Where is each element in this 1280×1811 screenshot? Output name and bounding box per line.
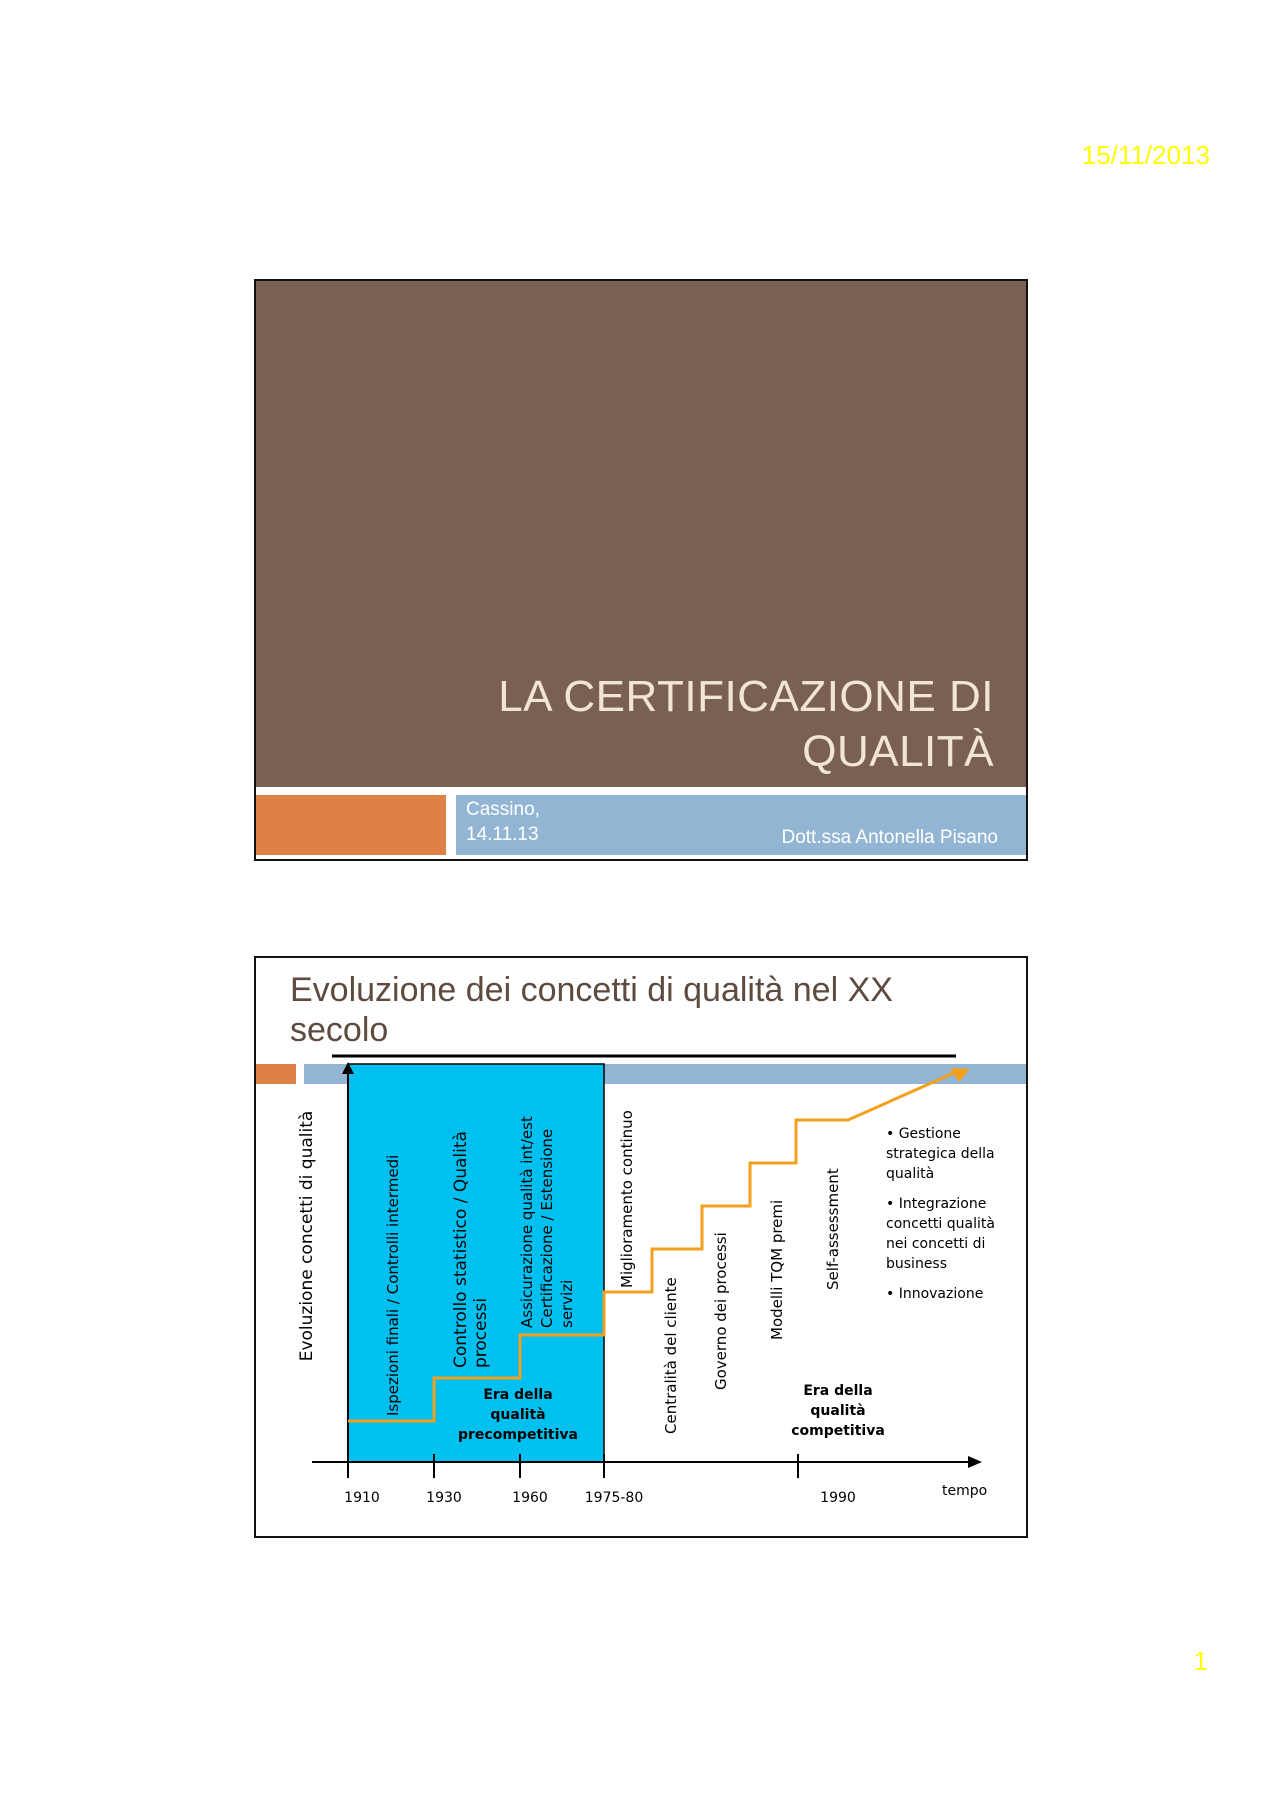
bullet-text: qualità — [886, 1166, 935, 1182]
step-label: Controllo statistico / Qualità — [451, 1131, 471, 1368]
x-tick-label: 1930 — [426, 1490, 462, 1506]
x-tick-label: 1960 — [512, 1490, 548, 1506]
page-number: 1 — [1193, 1646, 1208, 1676]
header-date: 15/11/2013 — [1081, 140, 1210, 170]
slide-title-line-2: QUALITÀ — [802, 727, 994, 776]
bullet-text: • Gestione — [886, 1126, 961, 1142]
bullet-text: • Integrazione — [886, 1196, 987, 1212]
step-label: Certificazione / Estensione — [538, 1128, 556, 1328]
slide-title-line-1: LA CERTIFICAZIONE DI — [498, 672, 994, 721]
x-axis-label: tempo — [942, 1483, 988, 1499]
bullet-text: • Innovazione — [886, 1286, 984, 1302]
orange-accent-block — [256, 795, 446, 855]
era-competitive-label: competitiva — [791, 1423, 885, 1439]
author: Dott.ssa Antonella Pisano — [781, 827, 998, 848]
location-date — [466, 797, 540, 847]
bullet-text: concetti qualità — [886, 1216, 995, 1232]
subtitle-bar — [456, 795, 1026, 855]
slide2-title-line-1: Evoluzione dei concetti di qualità nel XX — [290, 971, 893, 1009]
bullet-text: nei concetti di — [886, 1236, 986, 1252]
step-label: Ispezioni finali / Controlli intermedi — [384, 1154, 402, 1416]
x-tick-label: 1975-80 — [584, 1490, 644, 1506]
step-line-arrow-icon — [950, 1068, 970, 1082]
evolution-slide — [254, 956, 1028, 1538]
bullet-text: strategica della — [886, 1146, 995, 1162]
era-precompetitive-label: qualità — [490, 1407, 546, 1423]
step-label: processi — [471, 1297, 491, 1368]
presentation-date: 14.11.13 — [466, 824, 539, 845]
era-precompetitive-label: precompetitiva — [458, 1427, 578, 1443]
step-label: Self-assessment — [824, 1168, 842, 1290]
step-label: Modelli TQM premi — [768, 1199, 786, 1340]
step-label: servizi — [558, 1279, 576, 1328]
step-label: Miglioramento continuo — [618, 1110, 636, 1288]
step-label: Centralità del cliente — [662, 1277, 680, 1434]
era-precompetitive-label: Era della — [483, 1387, 553, 1403]
x-tick-label: 1990 — [820, 1490, 856, 1506]
title-slide — [254, 279, 1028, 861]
era-competitive-label: qualità — [810, 1403, 866, 1419]
evolution-diagram — [256, 958, 1026, 1536]
step-label: Governo dei processi — [712, 1232, 730, 1390]
x-tick-label: 1910 — [344, 1490, 380, 1506]
x-axis-arrow-icon — [968, 1456, 982, 1468]
slide-title — [354, 669, 994, 779]
location: Cassino, — [466, 799, 540, 820]
y-axis-label: Evoluzione concetti di qualità — [297, 1110, 317, 1362]
step-label: Assicurazione qualità int/est — [518, 1116, 536, 1328]
bullet-text: business — [886, 1256, 948, 1272]
slide2-title-line-2: secolo — [290, 1011, 389, 1049]
era-competitive-label: Era della — [803, 1383, 873, 1399]
title-panel — [256, 281, 1026, 787]
